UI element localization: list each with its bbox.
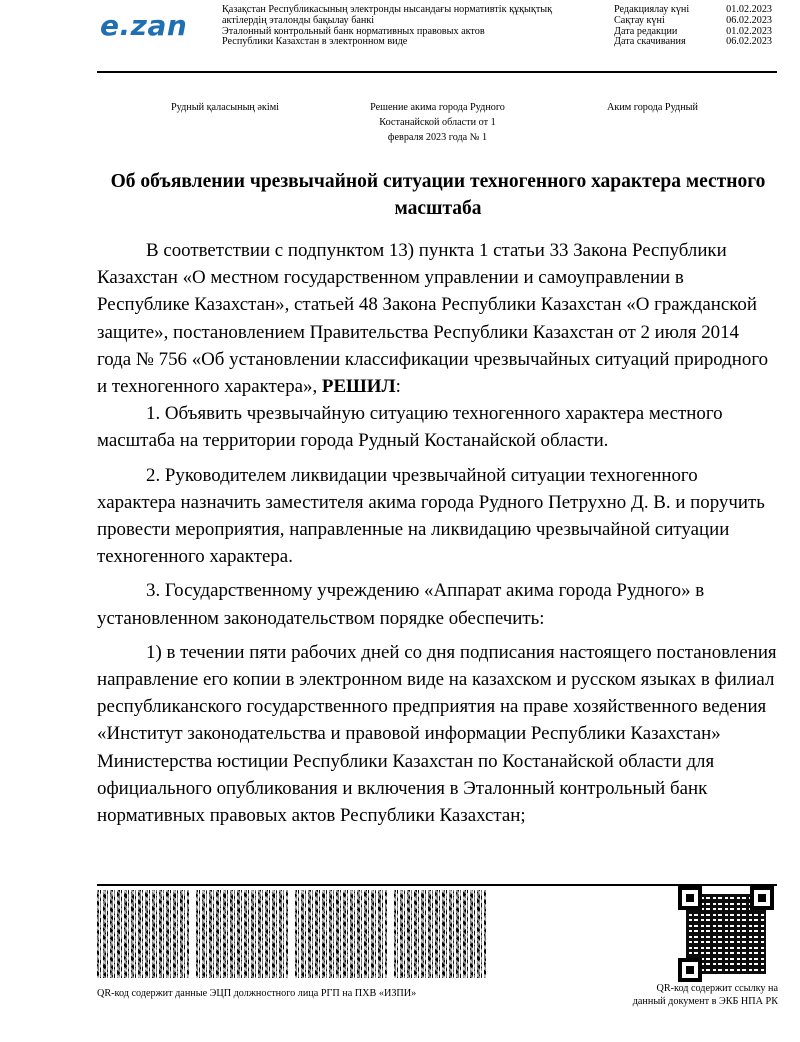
date-row: Редакциялау күні 01.02.2023	[614, 4, 772, 15]
date-row: Сақтау күні 06.02.2023	[614, 14, 772, 26]
header-description-line: актілердің эталонды бақылау банкі	[222, 14, 375, 26]
ezan-logo: e.zan	[100, 9, 188, 42]
paragraph-2: 2. Руководителем ликвидации чрезвычайной ситуации техногенного характера назначить заместителя акима города Рудного Петрухно Д. В. и поручить провести мероприятия, направленные на ликвидацию чрезвычайной ситуации техногенного характера.	[97, 464, 765, 568]
header-description-line: Қазақстан Республикасының электронды нысандағы нормативтік құқықтық	[222, 4, 553, 15]
decision-reference: Решение акима города Рудного Костанайской области от 1 февраля 2023 года № 1	[370, 102, 505, 143]
document-link-qr-code[interactable]	[678, 886, 774, 982]
signature-qr-code	[97, 890, 189, 978]
signature-qr-code	[196, 890, 288, 978]
header-divider	[97, 71, 777, 73]
footer-divider	[97, 884, 777, 886]
header-description-line: Эталонный контрольный банк нормативных правовых актов	[222, 25, 485, 37]
qr-finder-icon	[678, 958, 702, 982]
document-body	[97, 237, 777, 836]
paragraph-3-1: 1) в течении пяти рабочих дней со дня подписания настоящего постановления направление его копии в электронном виде на казахском и русском языках в филиал республиканского государственного предприятия на праве хозяйственного ведения «Институт законодательства и правовой информации Республики Казахстан» Министерства юстиции Республики Казахстан по Костанайской области для официального опубликования и включения в Эталонный контрольный банк нормативных правовых актов Республики Казахстан;	[97, 641, 777, 827]
qr-caption-right: QR-код содержит ссылку на данный документ в ЭКБ НПА РК	[632, 983, 778, 1007]
header-dates	[614, 5, 772, 48]
date-row: Дата редакции 01.02.2023	[614, 25, 772, 37]
signature-qr-code	[295, 890, 387, 978]
issuer-kazakh: Рудный қаласының әкімі	[170, 102, 279, 113]
qr-finder-icon	[750, 886, 774, 910]
paragraph-3: 3. Государственному учреждению «Аппарат акима города Рудного» в установленном законодательством порядке обеспечить:	[97, 580, 705, 629]
header-description-line: Республики Казахстан в электронном виде	[222, 36, 408, 48]
paragraph-1: 1. Объявить чрезвычайную ситуацию техногенного характера местного масштаба на территории города Рудный Костанайской области.	[97, 403, 723, 452]
issuer-russian: Аким города Рудный	[607, 102, 698, 113]
qr-finder-icon	[678, 886, 702, 910]
document-title: Об объявлении чрезвычайной ситуации техногенного характера местного масштаба	[110, 171, 766, 219]
date-row: Дата скачивания 06.02.2023	[614, 36, 772, 48]
qr-caption-left: QR-код содержит данные ЭЦП должностного лица РГП на ПХВ «ИЗПИ»	[97, 988, 417, 999]
header-description	[222, 5, 602, 48]
signature-qr-code	[394, 890, 486, 978]
preamble-paragraph: В соответствии с подпунктом 13) пункта 1 статьи 33 Закона Республики Казахстан «О местном государственном управлении и самоуправлении в Республике Казахстан», статьей 48 Закона Республики Казахстан «О гражданской защите», постановлением Правительства Республики Казахстан от 2 июля 2014 года № 756 «Об установлении классификации чрезвычайных ситуаций природного и техногенного характера», РЕШИЛ:	[97, 240, 769, 398]
